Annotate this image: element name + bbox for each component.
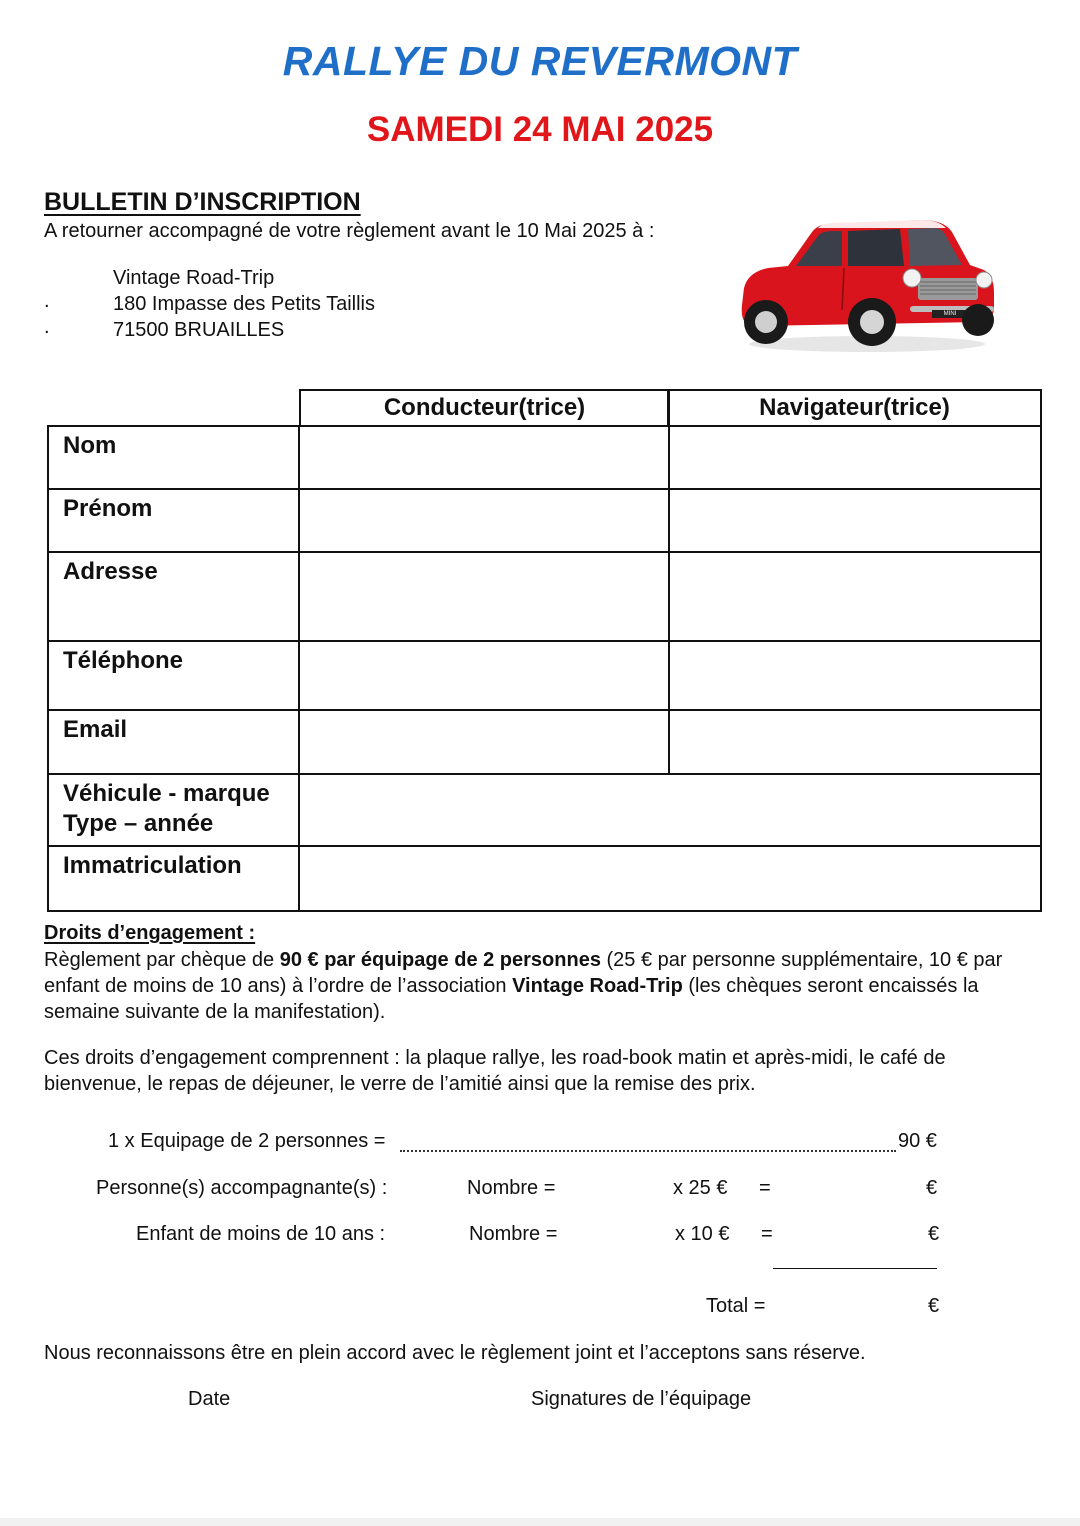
row-label-prenom: Prénom [48,489,299,552]
email-driver-field[interactable] [299,710,669,774]
prenom-navigator-field[interactable] [669,489,1041,552]
table-row [48,641,1041,710]
droits-association-name: Vintage Road-Trip [512,975,683,997]
nom-driver-field[interactable] [299,426,669,489]
immatriculation-field[interactable] [299,846,1041,911]
accomp-label: Personne(s) accompagnante(s) : [96,1177,388,1199]
accomp-currency: € [926,1177,938,1199]
row-label-email: Email [48,710,299,774]
row-label-adresse: Adresse [48,552,299,641]
droits-paragraph-1 [44,947,1044,1025]
total-label: Total = [706,1295,766,1317]
prenom-driver-field[interactable] [299,489,669,552]
row-label-telephone: Téléphone [48,641,299,710]
nom-navigator-field[interactable] [669,426,1041,489]
dotted-leader [400,1130,896,1152]
accomp-nombre-label: Nombre = [467,1177,556,1199]
droits-title: Droits d’engagement : [44,922,256,944]
enfant-currency: € [928,1223,940,1245]
email-navigator-field[interactable] [669,710,1041,774]
date-label: Date [188,1388,231,1410]
enfant-equals: = [761,1223,773,1245]
row-label-vehicule [48,774,299,846]
table-row [48,846,1041,911]
droits-text: Règlement par chèque de [44,949,280,971]
adresse-navigator-field[interactable] [669,552,1041,641]
table-row [48,710,1041,774]
column-header-navigator: Navigateur(trice) [667,389,1042,427]
address-line-1: Vintage Road-Trip [113,267,275,289]
table-row [48,426,1041,489]
page-bottom-edge [0,1518,1080,1526]
enfant-label: Enfant de moins de 10 ans : [136,1223,386,1245]
address-bullet: . [44,316,50,338]
total-separator [773,1268,937,1269]
event-date: SAMEDI 24 MAI 2025 [366,110,714,149]
telephone-navigator-field[interactable] [669,641,1041,710]
registration-table [47,425,1042,912]
accomp-price: x 25 € [673,1177,728,1199]
enfant-price: x 10 € [675,1223,730,1245]
table-row [48,489,1041,552]
row-label-nom: Nom [48,426,299,489]
equipage-amount: 90 € [898,1130,937,1152]
droits-text: (25 € par personne supplémentaire, 10 € par enfant de moins de 10 ans) à l’ordre de l’association [44,949,1003,997]
car-plate-text: MINI [943,311,957,317]
telephone-driver-field[interactable] [299,641,669,710]
enfant-nombre-label: Nombre = [469,1223,558,1245]
droits-text: (les chèques seront encaissés la semaine suivante de la manifestation). [44,975,979,1023]
adresse-driver-field[interactable] [299,552,669,641]
address-line-2: 180 Impasse des Petits Taillis [113,293,375,315]
vehicule-label-line-2: Type – année [63,810,214,837]
accomp-equals: = [759,1177,771,1199]
acceptance-statement: Nous reconnaissons être en plein accord avec le règlement joint et l’acceptons sans réserve. [44,1342,866,1364]
table-row [48,552,1041,641]
droits-paragraph-2: Ces droits d’engagement comprennent : la plaque rallye, les road-book matin et après-midi, le café de bienvenue, le repas de déjeuner, le verre de l’amitié ainsi que la remise des prix. [44,1047,946,1095]
signatures-label: Signatures de l’équipage [531,1388,752,1410]
droits-price-highlight: 90 € par équipage de 2 personnes [279,949,601,971]
bulletin-subtitle: A retourner accompagné de votre règlement avant le 10 Mai 2025 à : [44,220,655,242]
total-currency: € [928,1295,940,1317]
column-header-driver: Conducteur(trice) [299,389,670,427]
page-title: RALLYE DU REVERMONT [282,38,798,84]
vehicule-label-line-1: Véhicule - marque [63,780,270,807]
equipage-label: 1 x Equipage de 2 personnes = [108,1130,386,1152]
address-line-3: 71500 BRUAILLES [113,319,285,341]
mini-car-image [732,210,1002,355]
table-row [48,774,1041,846]
bulletin-title: BULLETIN D’INSCRIPTION [44,188,361,216]
vehicule-field[interactable] [299,774,1041,846]
row-label-immatriculation: Immatriculation [48,846,299,911]
address-bullet: . [44,290,50,312]
